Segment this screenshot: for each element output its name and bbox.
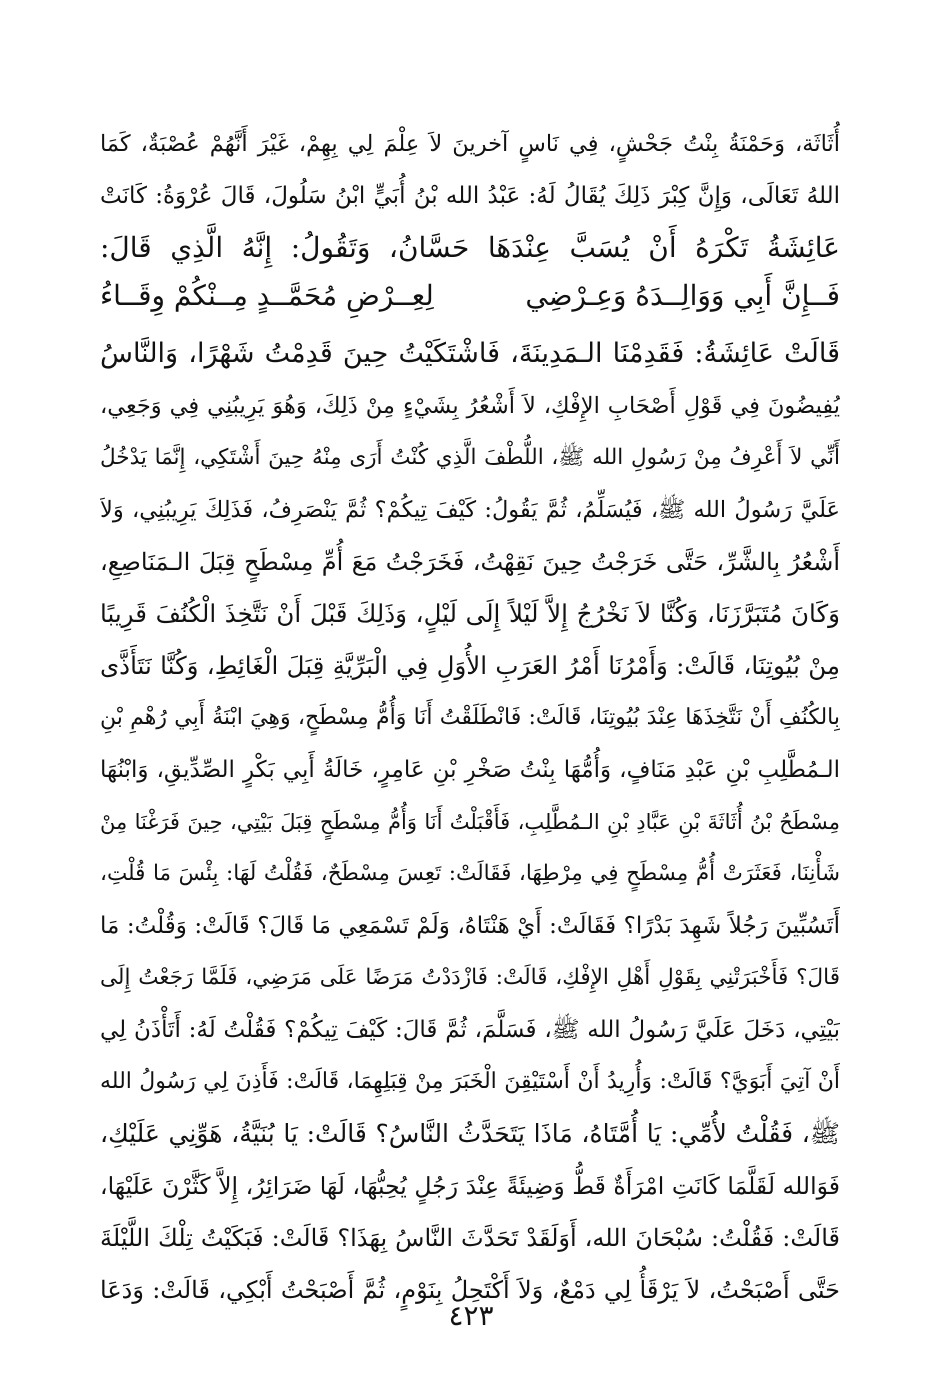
text-line: أَنِّي لاَ أَعْرِفُ مِنْ رَسُولِ الله ﷺ، اللُّطْفَ الَّذِي كُنْتُ أَرَى مِنْهُ حِينَ أَشْتَكِي، إِنَّمَا يَدْخُلُ (100, 445, 840, 470)
text-line: قَالَتْ عَائِشَةُ: فَقَدِمْنَا الـمَدِينَةَ، فَاشْتَكَيْتُ حِينَ قَدِمْتُ شَهْرًا، وَالنَّاسُ (100, 338, 840, 369)
top-paragraph (100, 118, 840, 274)
text-line: ﷺ، فَقُلْتُ لأُمِّي: يَا أُمَّتَاهُ، مَاذَا يَتَحَدَّثُ النَّاسُ؟ قَالَتْ: يَا بُنَيَّةُ، هَوِّنِي عَلَيْكِ، (100, 1119, 840, 1148)
text-line: عَائِشَةُ تَكْرَهُ أَنْ يُسَبَّ عِنْدَهَا حَسَّانُ، وَتَقُولُ: إِنَّهُ الَّذِي قَالَ: (100, 231, 840, 264)
text-line: شَأْنِنَا، فَعَثَرَتْ أُمُّ مِسْطَحٍ فِي مِرْطِهَا، فَقَالَتْ: تَعِسَ مِسْطَحٌ، فَقُلْتُ لَهَا: بِئْسَ مَا قُلْتِ، (100, 861, 840, 886)
page-number: ٤٢٣ (448, 1299, 494, 1332)
main-paragraph (100, 328, 840, 1316)
text-line: أُثَاثَة، وَحَمْنَةُ بِنْتُ جَحْشٍ، فِي نَاسٍ آخرينَ لاَ عِلْمَ لِي بِهِمْ، غَيْرَ أَنَّهُمْ عُصْبَةٌ، كَمَا (100, 131, 840, 157)
poetry-verse (100, 270, 840, 322)
text-line: مِنْ بُيُوتِنَا، قَالَتْ: وَأَمْرُنَا أَمْرُ العَرَبِ الأُوَلِ فِي الْبَرِّيَّةِ قِبَلَ الْغَائِطِ، وَكُنَّا نَتَأَذَّى (100, 651, 840, 680)
text-line: مِسْطَحُ بْنُ أُثَاثَةَ بْنِ عَبَّادِ بْنِ الـمُطَّلِبِ، فَأَقْبَلْتُ أَنَا وَأُمُّ مِسْطَحٍ قِبَلَ بَيْتِي، حِينَ فَرَغْنَا مِنْ (100, 810, 840, 834)
verse-first-hemistich: فَــإِنَّ أَبِي وَوَالِــدَهُ وَعِـرْضِي (525, 279, 840, 312)
text-line: فَوَالله لَقَلَّمَا كَانَتِ امْرَأَةٌ قَطُّ وَضِيئَةً عِنْدَ رَجُلٍ يُحِبُّهَا، لَهَا ضَرَائِرُ، إِلاَّ كَثَّرْنَ عَلَيْهَا، (100, 1172, 840, 1200)
text-line: وَكَانَ مُتَبَرَّزَنَا، وَكُنَّا لاَ نَخْرُجُ إِلاَّ لَيْلاً إِلَى لَيْلٍ، وَذَلِكَ قَبْلَ أَنْ نَتَّخِذَ الْكُنُفَ قَرِيبًا (100, 599, 840, 628)
text-line: بَيْتِي، دَخَلَ عَلَيَّ رَسُولُ الله ﷺ، فَسَلَّمَ، ثُمَّ قَالَ: كَيْفَ تِيكُمْ؟ فَقُلْتُ لَهُ: أَتَأْذَنُ لِي (100, 1017, 840, 1043)
text-line: اللهُ تَعَالَى، وَإِنَّ كِبْرَ ذَلِكَ يُقَالُ لَهُ: عَبْدُ الله بْنُ أُبَيٍّ ابْنُ سَلُولَ، قَالَ عُرْوَةُ: كَانَتْ (100, 183, 840, 209)
text-line: أَنْ آتِيَ أَبَوَيَّ؟ قَالَتْ: وَأُرِيدُ أَنْ أَسْتَيْقِنَ الْخَبَرَ مِنْ قِبَلِهِمَا، قَالَتْ: فَأَذِنَ لِي رَسُولُ الله (100, 1069, 840, 1094)
text-line: بِالكُنُفِ أَنْ نَتَّخِذَهَا عِنْدَ بُيُوتِنَا، قَالَتْ: فَانْطَلَقْتُ أَنَا وَأُمُّ مِسْطَحٍ، وَهِيَ ابْنَةُ أَبِي رُهْمِ بْنِ (100, 705, 840, 730)
text-line: يُفِيضُونَ فِي قَوْلِ أَصْحَابِ الإِفْكِ، لاَ أَشْعُرُ بِشَيْءٍ مِنْ ذَلِكَ، وَهُوَ يَرِيبُنِي فِي وَجَعِي، (100, 393, 840, 419)
text-line: الـمُطَّلِبِ بْنِ عَبْدِ مَنَافٍ، وَأُمُّهَا بِنْتُ صَخْرِ بْنِ عَامِرٍ، خَالَةُ أَبِي بَكْرٍ الصِّدِّيقِ، وَابْنُهَا (100, 757, 840, 783)
text-line: قَالَ؟ فَأَخْبَرَتْنِي بِقَوْلِ أَهْلِ الإِفْكِ، قَالَتْ: فَازْدَدْتُ مَرَضًا عَلَى مَرَضِي، فَلَمَّا رَجَعْتُ إِلَى (100, 965, 840, 990)
text-line: قَالَتْ: فَقُلْتُ: سُبْحَانَ الله، أَوَلَقَدْ تَحَدَّثَ النَّاسُ بِهَذَا؟ قَالَتْ: فَبَكَيْتُ تِلْكَ اللَّيْلَةَ (100, 1224, 840, 1252)
verse-second-hemistich: لِعِــرْضِ مُحَمَّــدٍ مِــنْكُمْ وِقَــاءُ (100, 279, 434, 312)
text-line: أَشْعُرُ بِالشَّرِّ، حَتَّى خَرَجْتُ حِينَ نَقِهْتُ، فَخَرَجْتُ مَعَ أُمِّ مِسْطَحٍ قِبَلَ الـمَنَاصِعِ، (100, 548, 840, 576)
text-line: عَلَيَّ رَسُولُ الله ﷺ، فَيُسَلِّمُ، ثُمَّ يَقُولُ: كَيْفَ تِيكُمْ؟ ثُمَّ يَنْصَرِفُ، فَذَلِكَ يَرِيبُنِي، وَلاَ (100, 497, 840, 523)
text-line: حَتَّى أَصْبَحْتُ، لاَ يَرْقَأُ لِي دَمْعٌ، وَلاَ أَكْتَحِلُ بِنَوْمٍ، ثُمَّ أَصْبَحْتُ أَبْكِي، قَالَتْ: وَدَعَا (100, 1276, 840, 1304)
text-line: أَتَسُبِّينَ رَجُلاً شَهِدَ بَدْرًا؟ فَقَالَتْ: أَيْ هَنْتَاهُ، وَلَمْ تَسْمَعِي مَا قَالَ؟ قَالَتْ: وَقُلْتُ: مَا (100, 913, 840, 939)
